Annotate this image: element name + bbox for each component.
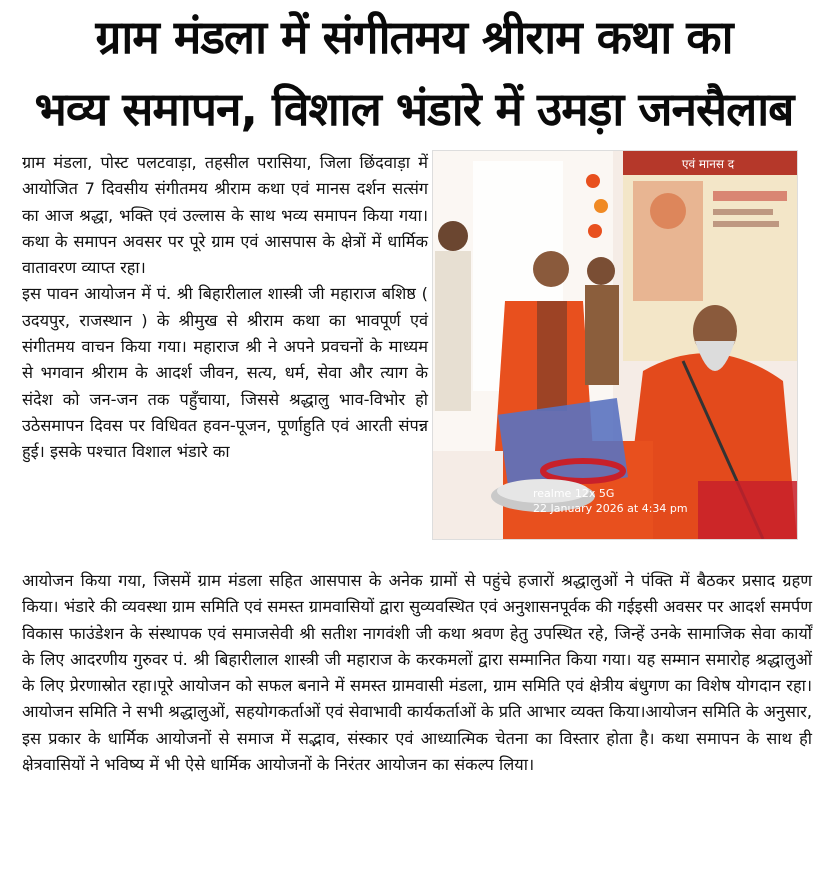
event-photo [432, 150, 798, 540]
paragraph-intro: ग्राम मंडला, पोस्ट पलटवाड़ा, तहसील परासिया, जिला छिंदवाड़ा में आयोजित 7 दिवसीय संगीतमय श्रीराम कथा एवं मानस दर्शन सत्संग का आज श्रद्धा, भक्ति एवं उल्लास के साथ भव्य समापन किया गया। कथा के समापन अवसर पर पूरे ग्राम एवं आसपास के क्षेत्रों में धार्मिक वातावरण व्याप्त रहा। [22, 153, 428, 278]
paragraph-katha: इस पावन आयोजन में पं. श्री बिहारीलाल शास्त्री जी महाराज बशिष्ठ ( उदयपुर, राजस्थान ) के श्रीमुख से श्रीराम कथा का भावपूर्ण एवं संगीतमय वाचन किया गया। महाराज श्री ने अपने प्रवचनों के माध्यम से भगवान श्रीराम के आदर्श जीवन, सत्य, धर्म, सेवा और त्याग के संदेश को जन-जन तक पहुँचाया, जिससे श्रद्धालु भाव-विभोर हो उठेसमापन दिवस पर विधिवत हवन-पूजन, पूर्णाहुति एवं आरती संपन्न हुई। इसके पश्चात विशाल भंडारे का [22, 284, 428, 462]
article-column [22, 150, 428, 466]
headline-line-2: भव्य समापन, विशाल भंडारे में उमड़ा जनसैलाब [34, 82, 794, 136]
headline-line-1: ग्राम मंडला में संगीतमय श्रीराम कथा का [95, 10, 733, 64]
banner-text: एवं मानस द [681, 157, 735, 171]
paragraph-bhandara: आयोजन किया गया, जिसमें ग्राम मंडला सहित आसपास के अनेक ग्रामों से पहुंचे हजारों श्रद्धालुओं ने पंक्ति में बैठकर प्रसाद ग्रहण किया। भंडारे की व्यवस्था ग्राम समिति एवं समस्त ग्रामवासियों द्वारा सुव्यवस्थित एवं अनुशासनपूर्वक की गईइसी अवसर पर आदर्श समर्पण विकास फाउंडेशन के संस्थापक एवं समाजसेवी श्री सतीश नागवंशी जी कथा श्रवण हेतु उपस्थित रहे, जिन्हें उनके सामाजिक सेवा कार्यों के लिए आदरणीय गुरुवर पं. श्री बिहारीलाल शास्त्री जी महाराज के करकमलों द्वारा सम्मानित किया गया। यह सम्मान समारोह श्रद्धालुओं के लिए प्रेरणास्रोत रहा।पूरे आयोजन को सफल बनाने में समस्त ग्रामवासी मंडला, ग्राम समिति एवं क्षेत्रीय बंधुगण का विशेष योगदान रहा। आयोजन समिति ने सभी श्रद्धालुओं, सहयोगकर्ताओं एवं सेवाभावी कार्यकर्ताओं के प्रति आभार व्यक्त किया।आयोजन समिति के अनुसार, इस प्रकार के धार्मिक आयोजनों से समाज में सद्भाव, संस्कार एवं आध्यात्मिक चेतना का विस्तार होता है। कथा समापन के साथ ही क्षेत्रवासियों ने भविष्य में भी ऐसे धार्मिक आयोजनों के निरंतर आयोजन का संकल्प लिया। [22, 571, 812, 775]
article-full-width [22, 568, 812, 778]
camera-stamp: realme 12x 5G [533, 487, 615, 500]
date-stamp: 22 January 2026 at 4:34 pm [533, 502, 688, 515]
